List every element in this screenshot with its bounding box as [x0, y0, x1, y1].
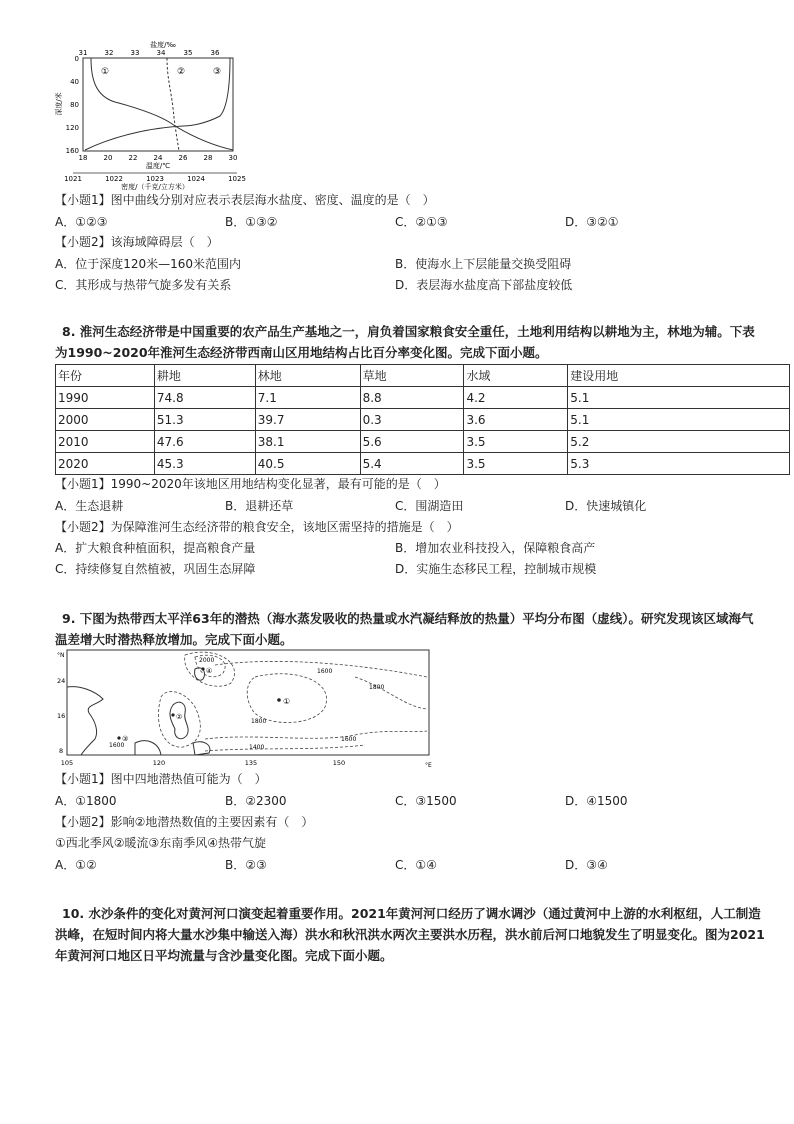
q7-sub1-option-b[interactable]: B．①③②: [225, 215, 278, 229]
q9-stem: [55, 608, 792, 650]
temp-tick: 22: [128, 154, 138, 162]
temp-tick: 26: [178, 154, 188, 162]
q7-sub1-option-d[interactable]: D．③②①: [565, 215, 619, 229]
q7-sub1-text: 【小题1】图中曲线分别对应表示表层海水盐度、密度、温度的是（ ）: [55, 193, 435, 207]
table-cell: 5.2: [568, 431, 790, 453]
table-row: [56, 387, 790, 409]
q7-sub2-option-a[interactable]: A．位于深度120米—160米范围内: [55, 257, 242, 271]
q8-sub2-text: 【小题2】为保障淮河生态经济带的粮食安全，该地区需坚持的措施是（ ）: [55, 520, 459, 534]
temp-tick: 18: [78, 154, 88, 162]
q8-sub1-option-a[interactable]: A．生态退耕: [55, 499, 124, 513]
q9-sub2-factors: ①西北季风②暖流③东南季风④热带气旋: [55, 836, 267, 850]
land-use-table: [55, 364, 790, 475]
temp-axis-title: 温度/℃: [145, 162, 171, 170]
curve-label-2: ②: [176, 67, 186, 77]
point-marker: [201, 667, 204, 670]
contour-label: 2000: [199, 657, 215, 664]
q7-sub2-option-d[interactable]: D．表层海水盐度高下部盐度较低: [395, 278, 573, 292]
lon-tick: 135: [244, 759, 258, 767]
q9-sub2-option-b[interactable]: B．②③: [225, 858, 267, 872]
lon-tick: 105: [60, 759, 74, 767]
curve-label-1: ①: [100, 67, 110, 77]
q9-sub1-option-b[interactable]: B．②2300: [225, 794, 287, 808]
depth-tick: 0: [74, 55, 79, 63]
density-tick: 1021: [64, 175, 82, 183]
table-cell: 38.1: [255, 431, 360, 453]
q7-sub2-option-c[interactable]: C．其形成与热带气旋多发有关系: [55, 278, 232, 292]
table-cell: 39.7: [255, 409, 360, 431]
q8-stem: [55, 321, 792, 363]
table-cell: 74.8: [154, 387, 255, 409]
contour-label: 1600: [341, 736, 357, 743]
table-cell: 8.8: [360, 387, 464, 409]
point-marker: [117, 736, 120, 739]
table-cell: 47.6: [154, 431, 255, 453]
table-cell: 3.5: [464, 453, 568, 475]
table-row: [56, 453, 790, 475]
q8-sub1-option-c[interactable]: C．围湖造田: [395, 499, 464, 513]
q9-sub2-option-c[interactable]: C．①④: [395, 858, 437, 872]
table-cell: 5.3: [568, 453, 790, 475]
q9-sub2-option-a[interactable]: A．①②: [55, 858, 97, 872]
table-row: [56, 431, 790, 453]
q8-sub1-option-b[interactable]: B．退耕还草: [225, 499, 294, 513]
mainland-coast: [67, 687, 103, 755]
q9-stem-line-1: 9. 下图为热带西太平洋63年的潜热（海水蒸发吸收的热量或水汽凝结释放的热量）平均分布图（虚线）。研究发现该区域海气: [62, 611, 754, 626]
q10-stem-line-2: 洪峰，在短时间内将大量水沙集中输送入海）洪水和秋汛洪水两次主要洪水历程，洪水前后河口地貌发生了明显变化。图为2021: [55, 927, 765, 942]
salinity-tick: 31: [78, 49, 88, 57]
contour-label: 1800: [251, 718, 267, 725]
lat-unit: °N: [57, 652, 65, 659]
q8-sub2-option-b[interactable]: B．增加农业科技投入，保障粮食高产: [395, 541, 596, 555]
table-header-cell: 耕地: [154, 365, 255, 387]
q10-stem-line-1: 10. 水沙条件的变化对黄河河口演变起着重要作用。2021年黄河河口经历了调水调沙（通过黄河中上游的水利枢纽，人工制造: [62, 906, 761, 921]
contour-line: [355, 677, 427, 709]
table-cell: 0.3: [360, 409, 464, 431]
contour-label: 1600: [317, 668, 333, 675]
density-tick: 1024: [187, 175, 205, 183]
table-cell: 40.5: [255, 453, 360, 475]
lat-tick: 16: [57, 712, 66, 720]
point-label-2: ②: [176, 713, 183, 721]
q9-sub1-option-d[interactable]: D．④1500: [565, 794, 628, 808]
table-cell: 4.2: [464, 387, 568, 409]
q9-sub1-option-a[interactable]: A．①1800: [55, 794, 117, 808]
temp-tick: 30: [228, 154, 238, 162]
contour-line: [205, 731, 427, 739]
table-cell: 45.3: [154, 453, 255, 475]
salinity-axis-title: 盐度/‰: [150, 41, 176, 49]
q8-stem-line-1: 8. 淮河生态经济带是中国重要的农产品生产基地之一，肩负着国家粮食安全重任，土地利用结构以耕地为主，林地为辅。下表: [62, 324, 755, 339]
point-label-3: ③: [122, 735, 129, 743]
q8-sub1-option-d[interactable]: D．快速城镇化: [565, 499, 647, 513]
table-header-cell: 建设用地: [568, 365, 790, 387]
q8-stem-line-2: 为1990~2020年淮河生态经济带西南山区用地结构占比百分率变化图。完成下面小题。: [55, 345, 548, 360]
table-cell: 5.1: [568, 387, 790, 409]
table-header-cell: 水域: [464, 365, 568, 387]
borneo-coast: [135, 741, 161, 755]
table-cell: 51.3: [154, 409, 255, 431]
table-cell: 7.1: [255, 387, 360, 409]
depth-axis-title: 深度/米: [55, 92, 63, 116]
table-cell: 3.5: [464, 431, 568, 453]
lon-tick: 120: [152, 759, 166, 767]
latent-heat-map: [55, 647, 440, 771]
curve-label-3: ③: [212, 67, 222, 77]
q7-sub1-option-a[interactable]: A．①②③: [55, 215, 108, 229]
table-cell: 2010: [56, 431, 155, 453]
temp-tick: 24: [153, 154, 163, 162]
table-cell: 5.1: [568, 409, 790, 431]
depth-tick: 120: [65, 124, 79, 132]
contour-label: 1600: [109, 742, 125, 749]
salinity-tick: 32: [104, 49, 114, 57]
table-header-cell: 草地: [360, 365, 464, 387]
curve-1: [91, 58, 233, 150]
table-cell: 2000: [56, 409, 155, 431]
table-cell: 2020: [56, 453, 155, 475]
salinity-tick: 34: [156, 49, 166, 57]
q9-sub2-text: 【小题2】影响②地潜热数值的主要因素有（ ）: [55, 815, 314, 829]
table-cell: 5.4: [360, 453, 464, 475]
q8-sub2-option-d[interactable]: D．实施生态移民工程，控制城市规模: [395, 562, 597, 576]
q8-sub2-option-a[interactable]: A．扩大粮食种植面积，提高粮食产量: [55, 541, 256, 555]
lon-unit: °E: [425, 762, 432, 769]
depth-tick: 80: [70, 101, 79, 109]
contour-line: [205, 745, 365, 751]
table-cell: 5.6: [360, 431, 464, 453]
q7-sub2-text: 【小题2】该海域障碍层（ ）: [55, 235, 219, 249]
salinity-tick: 33: [130, 49, 140, 57]
depth-tick: 40: [70, 78, 79, 86]
density-tick: 1022: [105, 175, 123, 183]
table-header-row: [56, 365, 790, 387]
q9-sub2-option-d[interactable]: D．③④: [565, 858, 608, 872]
table-header-cell: 年份: [56, 365, 155, 387]
table-cell: 1990: [56, 387, 155, 409]
q10-stem: [55, 903, 792, 966]
table-cell: 3.6: [464, 409, 568, 431]
point-marker: [277, 698, 281, 702]
q7-sub1-option-c[interactable]: C．②①③: [395, 215, 448, 229]
salinity-tick: 36: [210, 49, 220, 57]
q9-sub1-option-c[interactable]: C．③1500: [395, 794, 457, 808]
density-tick: 1023: [146, 175, 164, 183]
density-tick: 1025: [228, 175, 246, 183]
depth-tick: 160: [65, 147, 79, 155]
table-header-cell: 林地: [255, 365, 360, 387]
point-label-1: ①: [283, 697, 291, 706]
contour-label: 1800: [369, 684, 385, 691]
q9-sub1-text: 【小题1】图中四地潜热值可能为（ ）: [55, 772, 267, 786]
point-marker: [171, 713, 174, 716]
ocean-profile-chart: [55, 38, 255, 190]
q7-sub2-option-b[interactable]: B．使海水上下层能量交换受阻碍: [395, 257, 572, 271]
lat-tick: 8: [59, 747, 64, 755]
q9-stem-line-2: 温差增大时潜热释放增加。完成下面小题。: [55, 632, 293, 647]
lon-tick: 150: [332, 759, 346, 767]
mindanao-coast: [193, 742, 210, 755]
contour-label: 1400: [249, 744, 265, 751]
point-label-4: ④: [206, 667, 213, 675]
temp-tick: 20: [103, 154, 113, 162]
salinity-tick: 35: [183, 49, 193, 57]
q8-sub1-text: 【小题1】1990~2020年该地区用地结构变化显著，最有可能的是（ ）: [55, 477, 446, 491]
lat-tick: 24: [57, 677, 66, 685]
temp-tick: 28: [203, 154, 213, 162]
q10-stem-line-3: 年黄河河口地区日平均流量与含沙量变化图。完成下面小题。: [55, 948, 393, 963]
density-axis-title: 密度/（千克/立方米）: [121, 183, 189, 190]
table-row: [56, 409, 790, 431]
q8-sub2-option-c[interactable]: C．持续修复自然植被，巩固生态屏障: [55, 562, 256, 576]
